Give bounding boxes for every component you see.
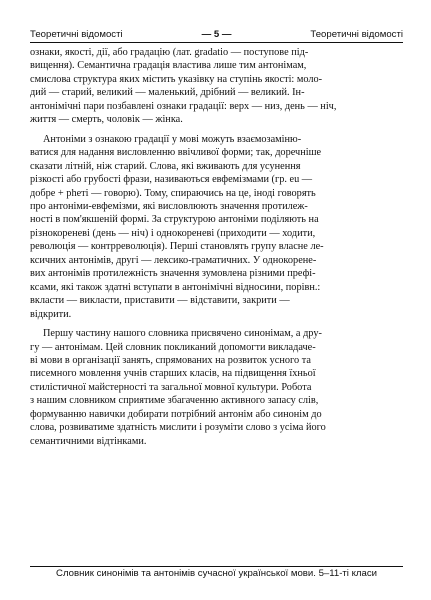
line: писемного мовлення учнів старших класів, на підвищення їхньої [30,368,316,380]
line: різкості або грубості фрази, називаються евфемізмами (гр. eu — [30,174,313,186]
footer-divider [30,566,403,567]
line: стилістичної майстерності та загальної мовної культури. Робота [30,381,312,393]
line: ксами, які також здатні вступати в антонімічні відносини, порівн.: [30,281,321,293]
line: різнокореневі (день — ніч) і однокореневі (приходити — ходити, [30,227,316,239]
header-divider [30,42,403,43]
line: Антоніми з ознакою градації у мові можуть взаємозаміню- [43,133,302,145]
header-right-title: Теоретичні відомості [310,28,403,40]
line: про антоніми-евфемізми, які висловлюють значення протилеж- [30,200,308,212]
line: слова, розвиватиме здатність мислити і розуміти слово з усіма його [30,422,326,434]
line: ві мови в організації занять, спрямованих на розвиток усного та [30,354,311,366]
line: ності в пом'якшеній формі. За структурою антоніми поділяють на [30,214,319,226]
line: добре + pheті — говорю). Тому, спираючись на це, іноді говорять [30,187,316,199]
line: ксичних антонімів, другі — лексико-граматичних. У однокорене- [30,254,317,266]
running-footer: Словник синонімів та антонімів сучасної української мови. 5–11-ті класи [56,568,377,579]
line: вих антонімів протилежність значення зумовлена різними префі- [30,268,316,280]
line: ознаки, якості, дії, або градацію (лат. gradatio — поступове під- [30,47,309,58]
running-header [30,26,403,42]
page-body [30,46,403,448]
line: дий — старий, великий — маленький, дрібний — великий. Ін- [30,87,305,99]
line: вищення). Семантична градація властива лише тим антонімам, [30,60,307,72]
line: вкласти — викласти, приставити — відставити, закрити — [30,295,290,307]
paragraph-gradation [30,46,403,127]
line: сказати літній, ніж старий. Слова, які вживають для усунення [30,160,301,172]
line: Першу частину нашого словника присвячено синонімам, а дру- [43,328,322,340]
line: революція — контрреволюція). Перші становлять групу власне ле- [30,241,324,253]
paragraph-euphemisms [30,133,403,321]
header-left-title: Теоретичні відомості [30,28,123,40]
line: антонімічні пари позбавлені ознаки градації: верх — низ, день — ніч, [30,100,337,112]
line: смислова структура яких містить указівку на ступінь якості: моло- [30,73,323,85]
paragraph-dictionary-purpose [30,327,403,448]
line: з нашим словником сприятиме збагаченню активного запасу слів, [30,395,319,407]
line: гу — антонімам. Цей словник покликаний допомогти викладаче- [30,341,316,353]
line: відкрити. [30,308,72,320]
line: семантичними відтінками. [30,435,147,447]
line: ватися для надання висловленню ввічливої форми; так, доречніше [30,147,322,159]
line: формуванню навички добирати потрібний антонім або синонім до [30,408,322,420]
page-number: — 5 — [201,28,232,40]
line: життя — смерть, чоловік — жінка. [30,114,183,126]
